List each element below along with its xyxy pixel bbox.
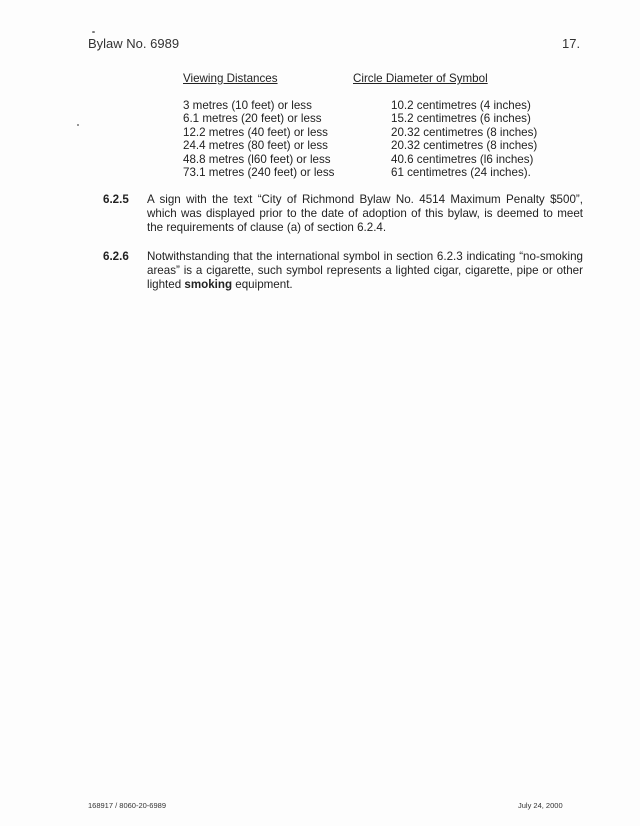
distance-cell: 73.1 metres (240 feet) or less (183, 165, 335, 179)
clause-text (147, 250, 583, 292)
viewing-distances-header: Viewing Distances (183, 72, 278, 85)
table-row (183, 139, 563, 152)
clause-number: 6.2.5 (103, 193, 129, 206)
footer-date: July 24, 2000 (518, 801, 563, 810)
table-rows (183, 99, 563, 179)
distance-cell: 3 metres (10 feet) or less (183, 99, 312, 112)
clause-text-end: equipment. (232, 278, 293, 291)
clause-6-2-6 (103, 250, 583, 292)
table-row (183, 99, 563, 112)
bylaw-title: Bylaw No. 6989 (88, 36, 180, 51)
footer-reference: 168917 / 8060-20-6989 (88, 801, 166, 810)
circle-diameter-header: Circle Diameter of Symbol (353, 72, 488, 85)
diameter-cell: 10.2 centimetres (4 inches) (391, 99, 531, 112)
smoking-term: smoking (184, 278, 233, 291)
clause-text: A sign with the text “City of Richmond Bylaw No. 4514 Maximum Penalty $500”, which was displayed prior to the date of adoption of this bylaw, is deemed to meet the requirements of clause (a) of section 6.2.4. (147, 193, 583, 234)
table-row (183, 153, 563, 166)
diameter-cell: 40.6 centimetres (l6 inches) (391, 152, 534, 166)
diameter-cell: 20.32 centimetres (8 inches) (391, 139, 538, 153)
scan-speck (92, 31, 95, 33)
distance-cell: 48.8 metres (l60 feet) or less (183, 152, 331, 166)
distance-cell: 24.4 metres (80 feet) or less (183, 139, 328, 153)
table-row (183, 112, 563, 125)
distance-cell: 12.2 metres (40 feet) or less (183, 125, 328, 139)
clause-number: 6.2.6 (103, 250, 129, 263)
scan-speck (77, 124, 79, 126)
page-number: 17. (562, 36, 581, 51)
diameter-cell: 20.32 centimetres (8 inches) (391, 125, 538, 139)
diameter-cell: 15.2 centimetres (6 inches) (391, 112, 531, 126)
clause-text-start: Notwithstanding that the international symbol in section 6.2.3 indicating “no-smoking areas” is a cigarette, such symbol represents a lighted cigar, cigarette, pipe or other lighted (147, 250, 583, 291)
table-row (183, 126, 563, 139)
clause-6-2-5 (103, 193, 583, 235)
distance-cell: 6.1 metres (20 feet) or less (183, 112, 322, 126)
table-row (183, 166, 563, 179)
diameter-cell: 61 centimetres (24 inches). (391, 165, 531, 179)
